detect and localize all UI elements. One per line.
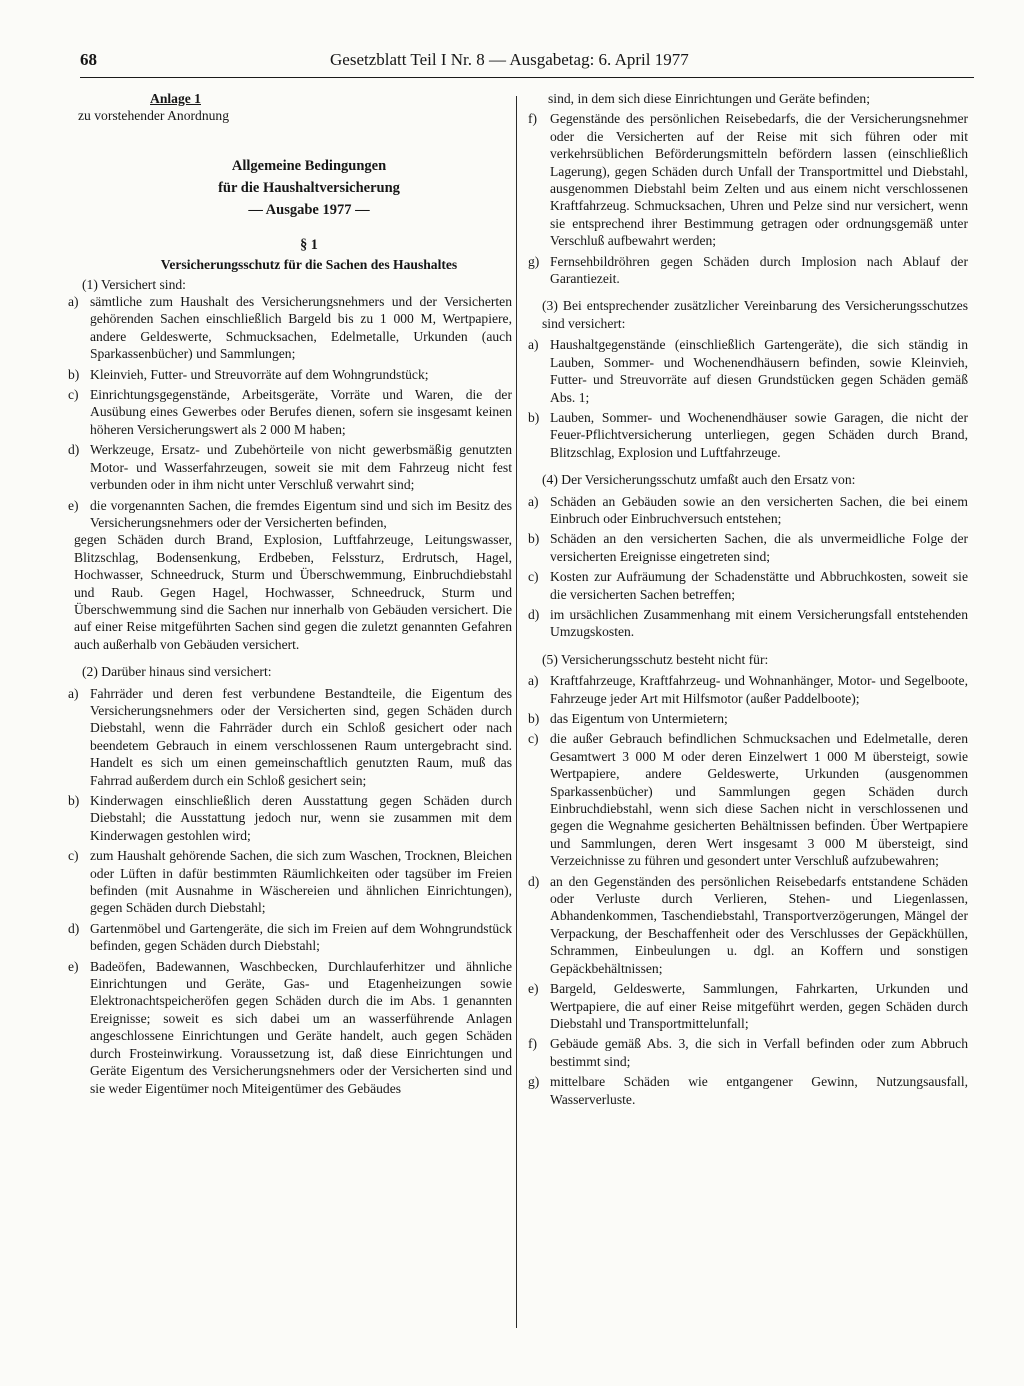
item-text: sämtliche zum Haushalt des Versicherungsnehmers und der Versicherten gehörenden Sachen einschließlich Bargeld bis zu 1 000 M, Wertpapiere, andere Geldeswerte, Schmucksachen, Edelmetalle, Urkunden (auch Sparkassenbücher) und Sammlungen;	[90, 294, 512, 362]
item-text: an den Gegenständen des persönlichen Reisebedarfs entstandene Schäden oder Verluste durch Verlieren, Stehen- und Liegenlassen, Abhandenkommen, Taschendiebstahl, Transportverzögerungen, Mängel der Verpackung, der Beschaffenheit oder des Verschlusses der Gepäckhüllen, Schrammen, Einbeulungen u. dgl. an Koffern und sonstigen Gepäckbehältnissen;	[550, 873, 968, 976]
list-item	[526, 710, 968, 727]
title-line: Allgemeine Bedingungen	[231, 157, 387, 174]
item-text: mittelbare Schäden wie entgangener Gewinn, Nutzungsausfall, Wasserverluste.	[550, 1074, 968, 1107]
item-text: zum Haushalt gehörende Sachen, die sich zum Waschen, Trocknen, Bleichen oder Lüften in dafür bestimmten Räumlichkeiten oder tagsüber im Freien befinden (mit Ausnahme in Wäschereien und ähnlichen Einrichtungen), gegen Schäden durch Diebstahl;	[90, 848, 512, 916]
list-item	[526, 530, 968, 565]
column-divider	[516, 96, 517, 1328]
list-item	[526, 253, 968, 288]
list-item	[66, 386, 512, 438]
item-label: c)	[68, 848, 79, 864]
item-text: Schäden an den versicherten Sachen, die als unvermeidliche Folge der versicherten Ereignisse eingetreten sind;	[550, 531, 968, 564]
item-text: Kosten zur Aufräumung der Schadenstätte und Abbruchkosten, soweit sie die versicherten Sachen betreffen;	[550, 569, 968, 602]
item-text: Kraftfahrzeuge, Kraftfahrzeug- und Wohnanhänger, Motor- und Segelboote, Fahrzeuge jeder Art mit Hilfsmotor (außer Paddelboote);	[550, 673, 968, 706]
document-title	[66, 155, 512, 221]
paragraph-intro: (5) Versicherungsschutz besteht nicht für:	[542, 651, 769, 667]
item-text: Fahrräder und deren fest verbundene Bestandteile, die Eigentum des Versicherungsnehmers oder der Versicherten sind, gegen Schäden durch Diebstahl, wenn die Fahrräder durch ein Schloß gesichert oder nach beendetem Gebrauch in einem verschlossenen Raum untergebracht sind. Handelt es sich um einen gemeinschaftlich genutzten Raum, muß das Fahrrad außerdem durch ein Schloß gesichert sein;	[90, 685, 512, 788]
list-item	[526, 110, 968, 249]
item-text: Lauben, Sommer- und Wochenendhäuser sowie Garagen, die nicht der Feuer-Pflichtversicherung unterliegen, gegen Schäden durch Brand, Blitzschlag, Explosion und Luftfahrzeuge.	[550, 409, 968, 460]
item-text: die vorgenannten Sachen, die fremdes Eigentum sind und sich im Besitz des Versicherungsnehmers oder der Versicherten befinden,	[90, 497, 512, 530]
section-heading: Versicherungsschutz für die Sachen des Haushaltes	[160, 257, 458, 273]
list-item	[66, 792, 512, 844]
list-item	[526, 1073, 968, 1108]
list-item	[66, 441, 512, 493]
item-text: Bargeld, Geldeswerte, Sammlungen, Fahrkarten, Urkunden und Wertpapiere, die auf einer Reise mitgeführt werden, gegen Schäden durch Diebstahl und Transportmittelunfall;	[550, 981, 968, 1031]
item-label: b)	[68, 366, 80, 382]
list-item	[526, 336, 968, 406]
item-label: f)	[528, 1036, 538, 1052]
item-label: b)	[528, 711, 540, 726]
item-text: Kinderwagen einschließlich deren Ausstattung gegen Schäden durch Diebstahl; die Ausstattung jedoch nur, wenn sie zusammen mit dem Kinderwagen gestohlen wird;	[90, 793, 512, 843]
item-text: Kleinvieh, Futter- und Streuvorräte auf dem Wohngrundstück;	[90, 366, 429, 382]
item-label: d)	[528, 606, 540, 622]
item-text: Einrichtungsgegenstände, Arbeitsgeräte, Vorräte und Waren, die der Ausübung eines Gewerbes oder Berufes dienen, sofern sie insgesamt keinen höheren Versicherungswert als 2 000 M haben;	[90, 387, 512, 437]
list-item	[66, 958, 512, 1097]
item-label: c)	[68, 387, 79, 403]
item-label: a)	[528, 673, 539, 689]
item-label: b)	[528, 531, 540, 547]
item-label: a)	[528, 337, 539, 353]
paragraph-intro: (1) Versichert sind:	[82, 276, 186, 292]
item-text: die außer Gebrauch befindlichen Schmucksachen und Edelmetalle, deren Gesamtwert 3 000 M oder deren Einzelwert 1 000 M übersteigt, sowie Wertpapiere, andere Geldeswerte, Urkunden (ausgenommen Sparkassenbücher) und Sammlungen gegen Schäden durch Einbruchdiebstahl, wenn sich diese Sachen nicht in verschlossenen und gegen die Wegnahme gesicherten Behältnissen befinden. Über Wertpapiere und Sammlungen, deren Wert insgesamt 3 000 M übersteigt, sind Verzeichnisse zu führen und gesondert unter Verschluß aufzubewahren;	[550, 731, 968, 869]
paragraph-intro: (3) Bei entsprechender zusätzlicher Vereinbarung des Versicherungsschutzes sind versichert:	[542, 298, 968, 331]
list-item	[66, 293, 512, 363]
item-text: Gebäude gemäß Abs. 3, die sich in Verfall befinden oder zum Abbruch bestimmt sind;	[550, 1036, 968, 1069]
gazette-title: Gesetzblatt Teil I Nr. 8 — Ausgabetag: 6. April 1977	[330, 50, 689, 69]
item-label: d)	[528, 873, 540, 889]
page-header	[80, 50, 980, 76]
title-line: — Ausgabe 1977 —	[248, 201, 370, 218]
item-label: g)	[528, 1074, 540, 1090]
item-text: Gartenmöbel und Gartengeräte, die sich im Freien auf dem Wohngrundstück befinden, gegen Schäden durch Diebstahl;	[90, 920, 512, 954]
item-text: Schäden an Gebäuden sowie an den versicherten Sachen, die bei einem Einbruch oder Einbruchversuch entstehen;	[550, 493, 968, 526]
list-item	[66, 847, 512, 917]
list-item	[526, 568, 968, 603]
page-number: 68	[80, 50, 97, 69]
section-number: § 1	[300, 236, 318, 253]
left-column	[66, 90, 512, 1097]
item-label: a)	[68, 685, 79, 701]
item-label: d)	[68, 920, 80, 936]
item-text: Gegenstände des persönlichen Reisebedarfs, die der Versicherungsnehmer oder die Versicherten auf der Reise mit sich führen oder mit verkehrsüblichen Beförderungsmitteln befördern lassen (einschließlich Lagerung), gegen Schäden durch Unfall der Transportmittel und Diebstahl, ausgenommen Diebstahl beim Zelten und aus einem nicht verschlossenen Kraftfahrzeug. Schmucksachen, Uhren und Pelze sind nur versichert, wenn sie entsprechend ihrer Bestimmung getragen oder ordnungsgemäß unter Verschluß aufbewahrt werden;	[550, 111, 968, 249]
item-label: c)	[528, 731, 539, 747]
item-label: e)	[68, 497, 79, 513]
annex-subtitle: zu vorstehender Anordnung	[78, 108, 230, 124]
list-item	[526, 1035, 968, 1070]
right-column	[526, 90, 968, 1108]
item-text: Badeöfen, Badewannen, Waschbecken, Durchlauferhitzer und ähnliche Einrichtungen und Geräte, Gas- und Etagenheizungen sowie Elektronachtspeicheröfen gegen Schäden durch die im Abs. 1 genannten Ereignisse; soweit es sich dabei um an wasserführende Anlagen angeschlossene Einrichtungen und Geräte handelt, auch gegen Schäden durch Frosteinwirkung. Voraussetzung ist, daß diese Einrichtungen und Geräte Eigentum des Versicherungsnehmers oder der Versicherten sind und sie weder Eigentümer noch Miteigentümer des Gebäudes	[90, 958, 512, 1096]
item-text: Haushaltgegenstände (einschließlich Gartengeräte), die sich ständig in Lauben, Sommer- und Wochenendhäusern befinden, sowie Kleinvieh, Futter- und Streuvorräte auf diesen Grundstücken gegen Schäden gemäß Abs. 1;	[550, 337, 968, 405]
item-label: e)	[528, 981, 539, 997]
item-text: das Eigentum von Untermietern;	[550, 711, 728, 726]
item-text: Fernsehbildröhren gegen Schäden durch Implosion nach Ablauf der Garantiezeit.	[550, 253, 968, 287]
item-label: g)	[528, 253, 540, 269]
item-text: Werkzeuge, Ersatz- und Zubehörteile von nicht gewerbsmäßig genutzten Motor- und Wasserfahrzeugen, soweit sie mit dem Fahrzeug nicht fest verbunden oder in ihm nicht unter Verschluß verwahrt sind;	[90, 442, 512, 493]
item-continuation: sind, in dem sich diese Einrichtungen und Geräte befinden;	[548, 91, 871, 106]
annex-label: Anlage 1	[150, 91, 201, 106]
paragraph-text: gegen Schäden durch Brand, Explosion, Luftfahrzeuge, Leitungswasser, Blitzschlag, Bodensenkung, Erdbeben, Felssturz, Erdrutsch, Hagel, Hochwasser, Schneedruck, Sturm und Überschwemmung, Einbruchdiebstahl und Raub. Gegen Hagel, Hochwasser, Schneedruck, Sturm und Überschwemmung sind die Sachen nur innerhalb von Gebäuden versichert. Die auf einer Reise mitgeführten Sachen sind gegen die zuletzt genannten Gefahren auch außerhalb von Gebäuden versichert.	[74, 532, 512, 652]
header-rule	[80, 77, 974, 78]
item-text: im ursächlichen Zusammenhang mit einem Versicherungsfall entstehenden Umzugskosten.	[550, 606, 968, 640]
item-label: b)	[68, 793, 80, 808]
list-item	[526, 409, 968, 461]
item-label: f)	[528, 111, 538, 127]
item-label: a)	[528, 493, 539, 509]
item-label: e)	[68, 958, 79, 974]
item-label: b)	[528, 409, 540, 425]
list-item	[66, 366, 512, 383]
list-item	[66, 497, 512, 532]
item-label: d)	[68, 442, 80, 458]
list-item	[66, 920, 512, 955]
list-item	[526, 606, 968, 641]
paragraph-intro: (4) Der Versicherungsschutz umfaßt auch den Ersatz von:	[542, 472, 856, 488]
list-item	[526, 672, 968, 707]
list-item	[526, 980, 968, 1032]
title-line: für die Haushaltversicherung	[218, 179, 400, 196]
list-item	[526, 873, 968, 977]
list-item	[66, 685, 512, 789]
item-label: a)	[68, 294, 79, 310]
item-label: c)	[528, 569, 539, 585]
paragraph-intro: (2) Darüber hinaus sind versichert:	[82, 664, 272, 680]
list-item	[526, 730, 968, 869]
list-item	[526, 493, 968, 528]
